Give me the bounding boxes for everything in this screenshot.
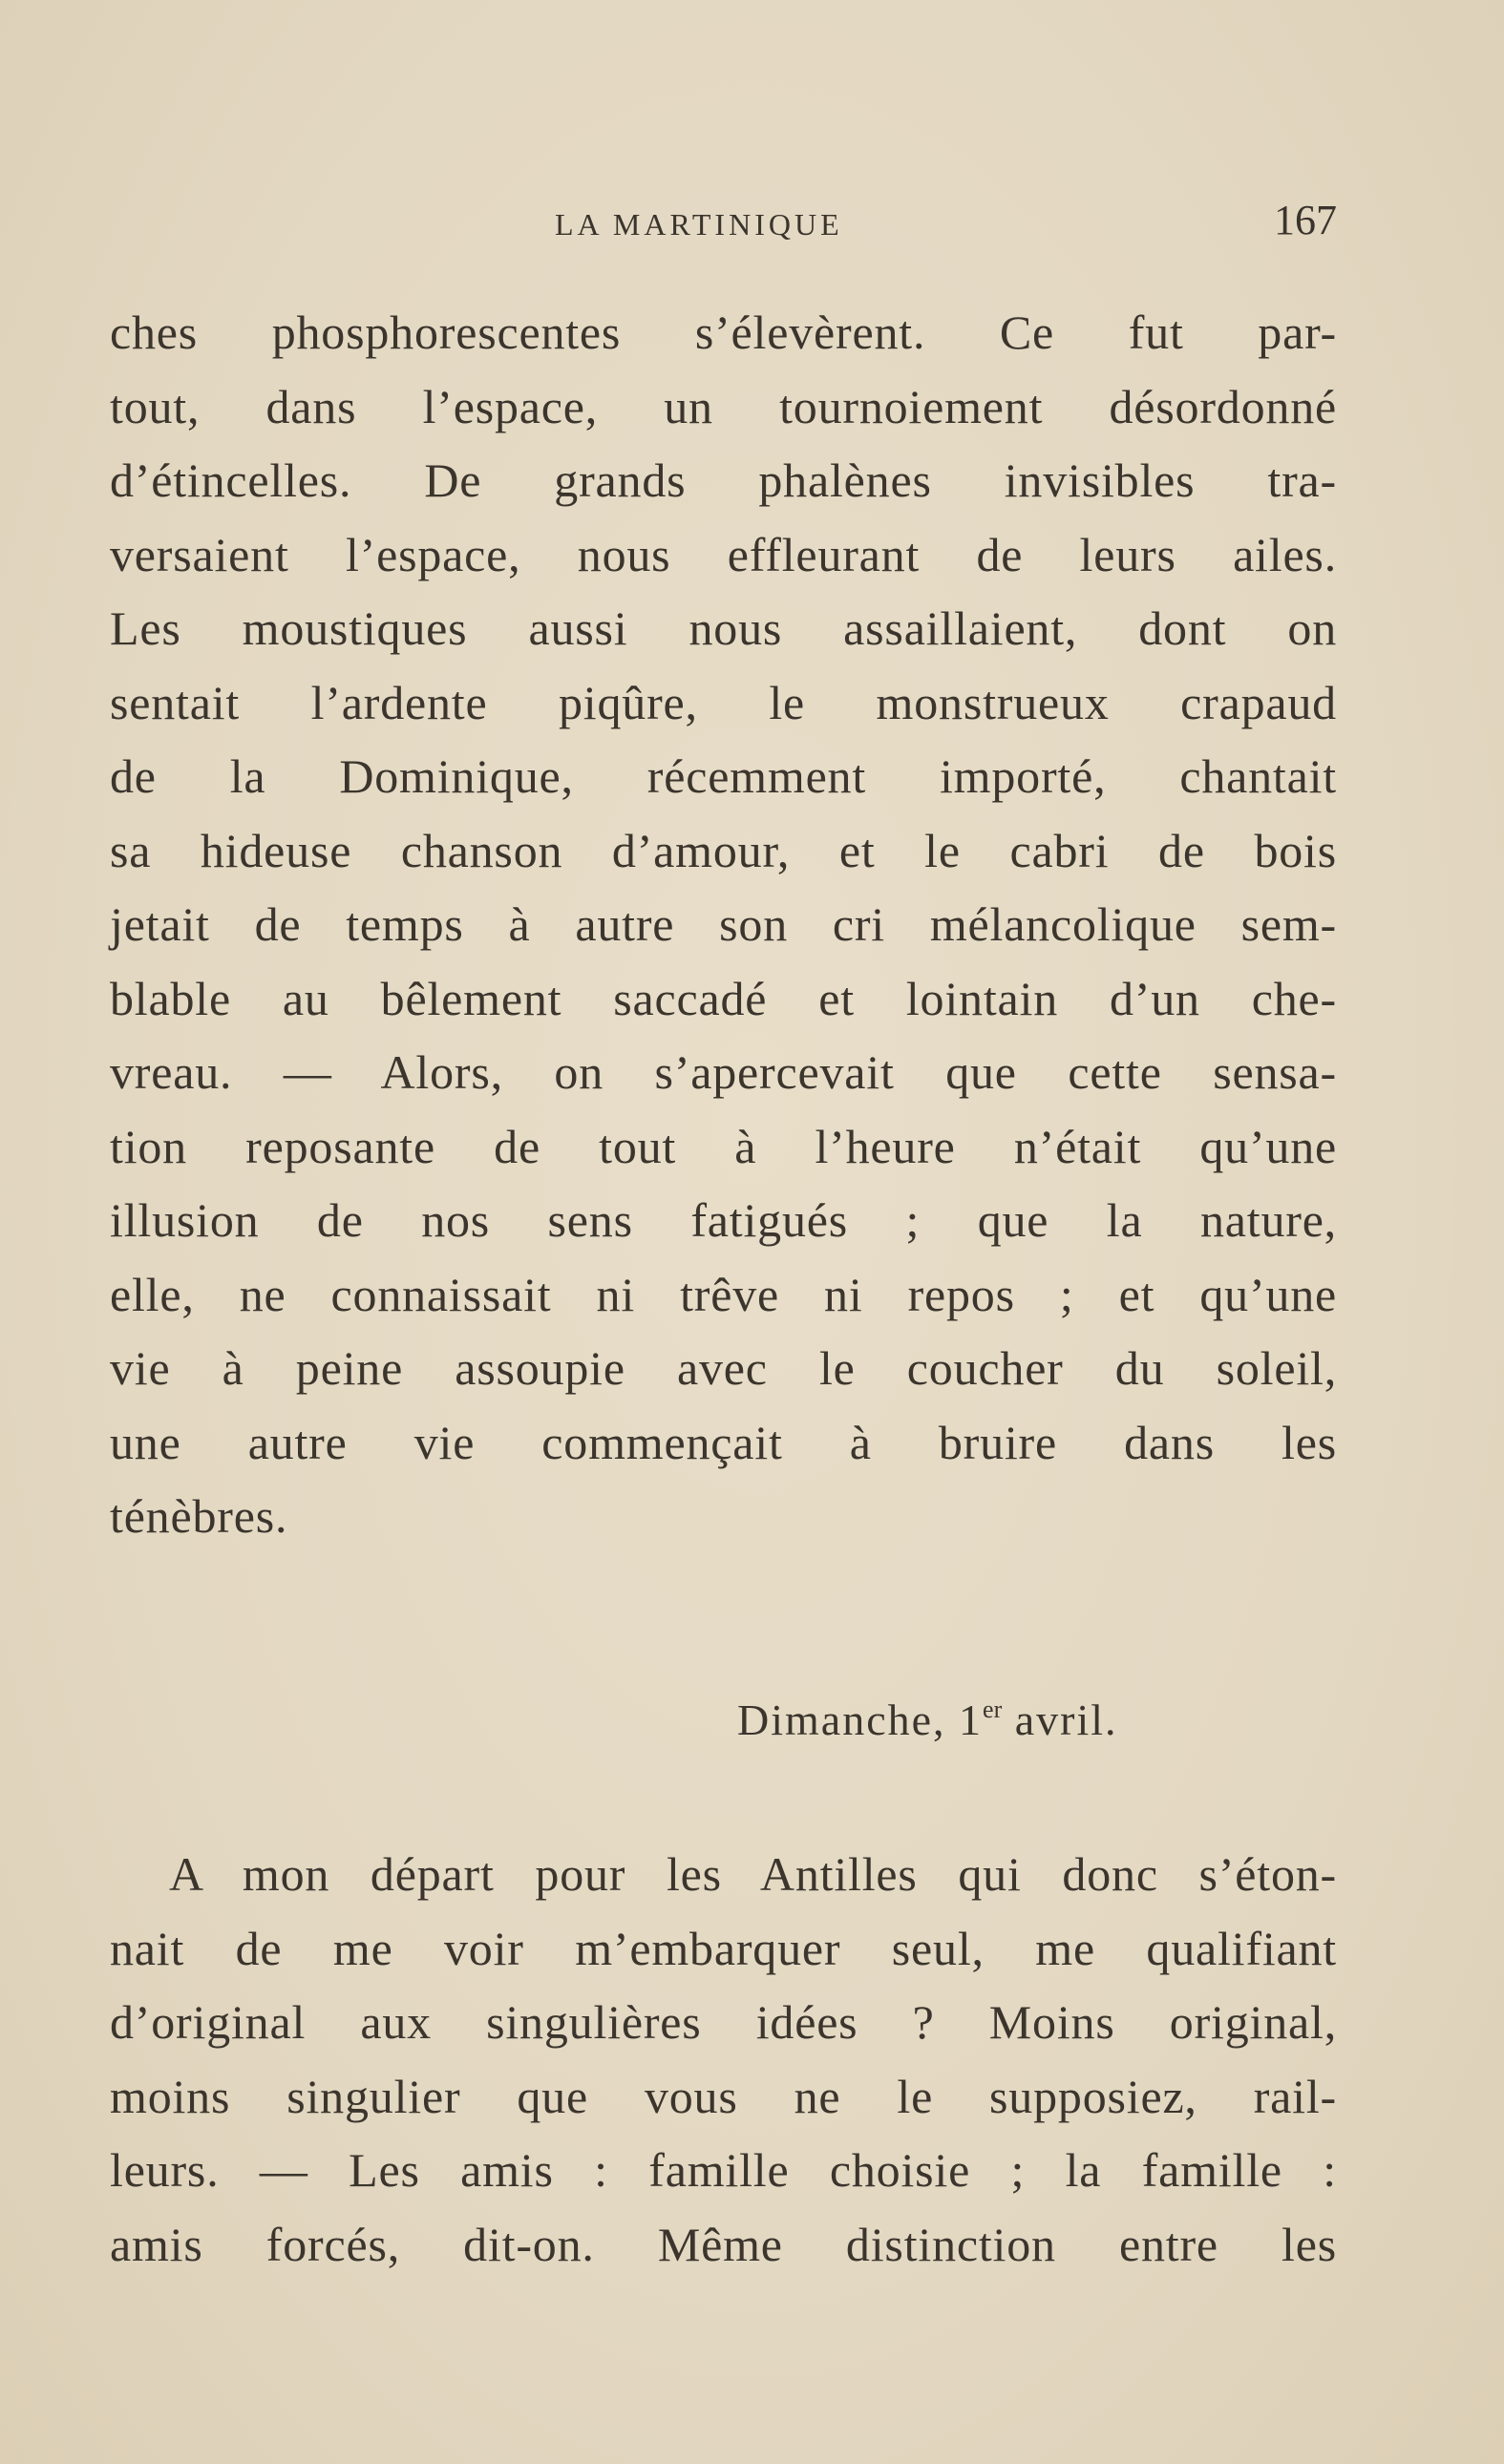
- text-line: une autre vie commençait à bruire dans les: [110, 1415, 1337, 1469]
- text-line: leurs. — Les amis : famille choisie ; la famille :: [110, 2143, 1337, 2197]
- text-line: tout, dans l’espace, un tournoiement désordonné: [110, 379, 1337, 433]
- text-line: vreau. — Alors, on s’apercevait que cette sensa-: [110, 1045, 1337, 1099]
- dateline-prefix: Dimanche, 1: [737, 1695, 984, 1744]
- dateline-superscript: er: [983, 1695, 1003, 1723]
- text-line: blable au bêlement saccadé et lointain d’un che-: [110, 971, 1337, 1025]
- text-line: nait de me voir m’embarquer seul, me qualifiant: [110, 1921, 1337, 1975]
- text-line: de la Dominique, récemment importé, chantait: [110, 749, 1337, 803]
- text-line: A mon départ pour les Antilles qui donc s’éton-: [169, 1847, 1337, 1901]
- text-line: d’original aux singulières idées ? Moins original,: [110, 1995, 1337, 2049]
- text-line: Les moustiques aussi nous assaillaient, dont on: [110, 601, 1337, 655]
- text-line: elle, ne connaissait ni trêve ni repos ; et qu’une: [110, 1267, 1337, 1321]
- running-head: LA MARTINIQUE: [555, 207, 843, 242]
- text-line: vie à peine assoupie avec le coucher du soleil,: [110, 1341, 1337, 1395]
- paragraph-2: [110, 1838, 1337, 2282]
- text-line: amis forcés, dit-on. Même distinction entre les: [110, 2217, 1337, 2271]
- text-line: jetait de temps à autre son cri mélancolique sem-: [110, 897, 1337, 951]
- page-header: [113, 196, 1337, 253]
- page-number: 167: [1274, 197, 1337, 243]
- text-line: d’étincelles. De grands phalènes invisibles tra-: [110, 453, 1337, 507]
- text-line: tion reposante de tout à l’heure n’était qu’une: [110, 1119, 1337, 1173]
- text-line: moins singulier que vous ne le supposiez, rail-: [110, 2069, 1337, 2123]
- dateline-suffix: avril.: [1002, 1695, 1118, 1744]
- text-line: sa hideuse chanson d’amour, et le cabri de bois: [110, 823, 1337, 877]
- text-line: versaient l’espace, nous effleurant de leurs ailes.: [110, 527, 1337, 581]
- paragraph-1: [110, 296, 1337, 1554]
- dateline: [737, 1695, 1118, 1745]
- text-line: illusion de nos sens fatigués ; que la nature,: [110, 1193, 1337, 1247]
- text-line: ches phosphorescentes s’élevèrent. Ce fut par-: [110, 305, 1337, 359]
- text-line: sentait l’ardente piqûre, le monstrueux crapaud: [110, 675, 1337, 729]
- text-line: ténèbres.: [110, 1489, 288, 1543]
